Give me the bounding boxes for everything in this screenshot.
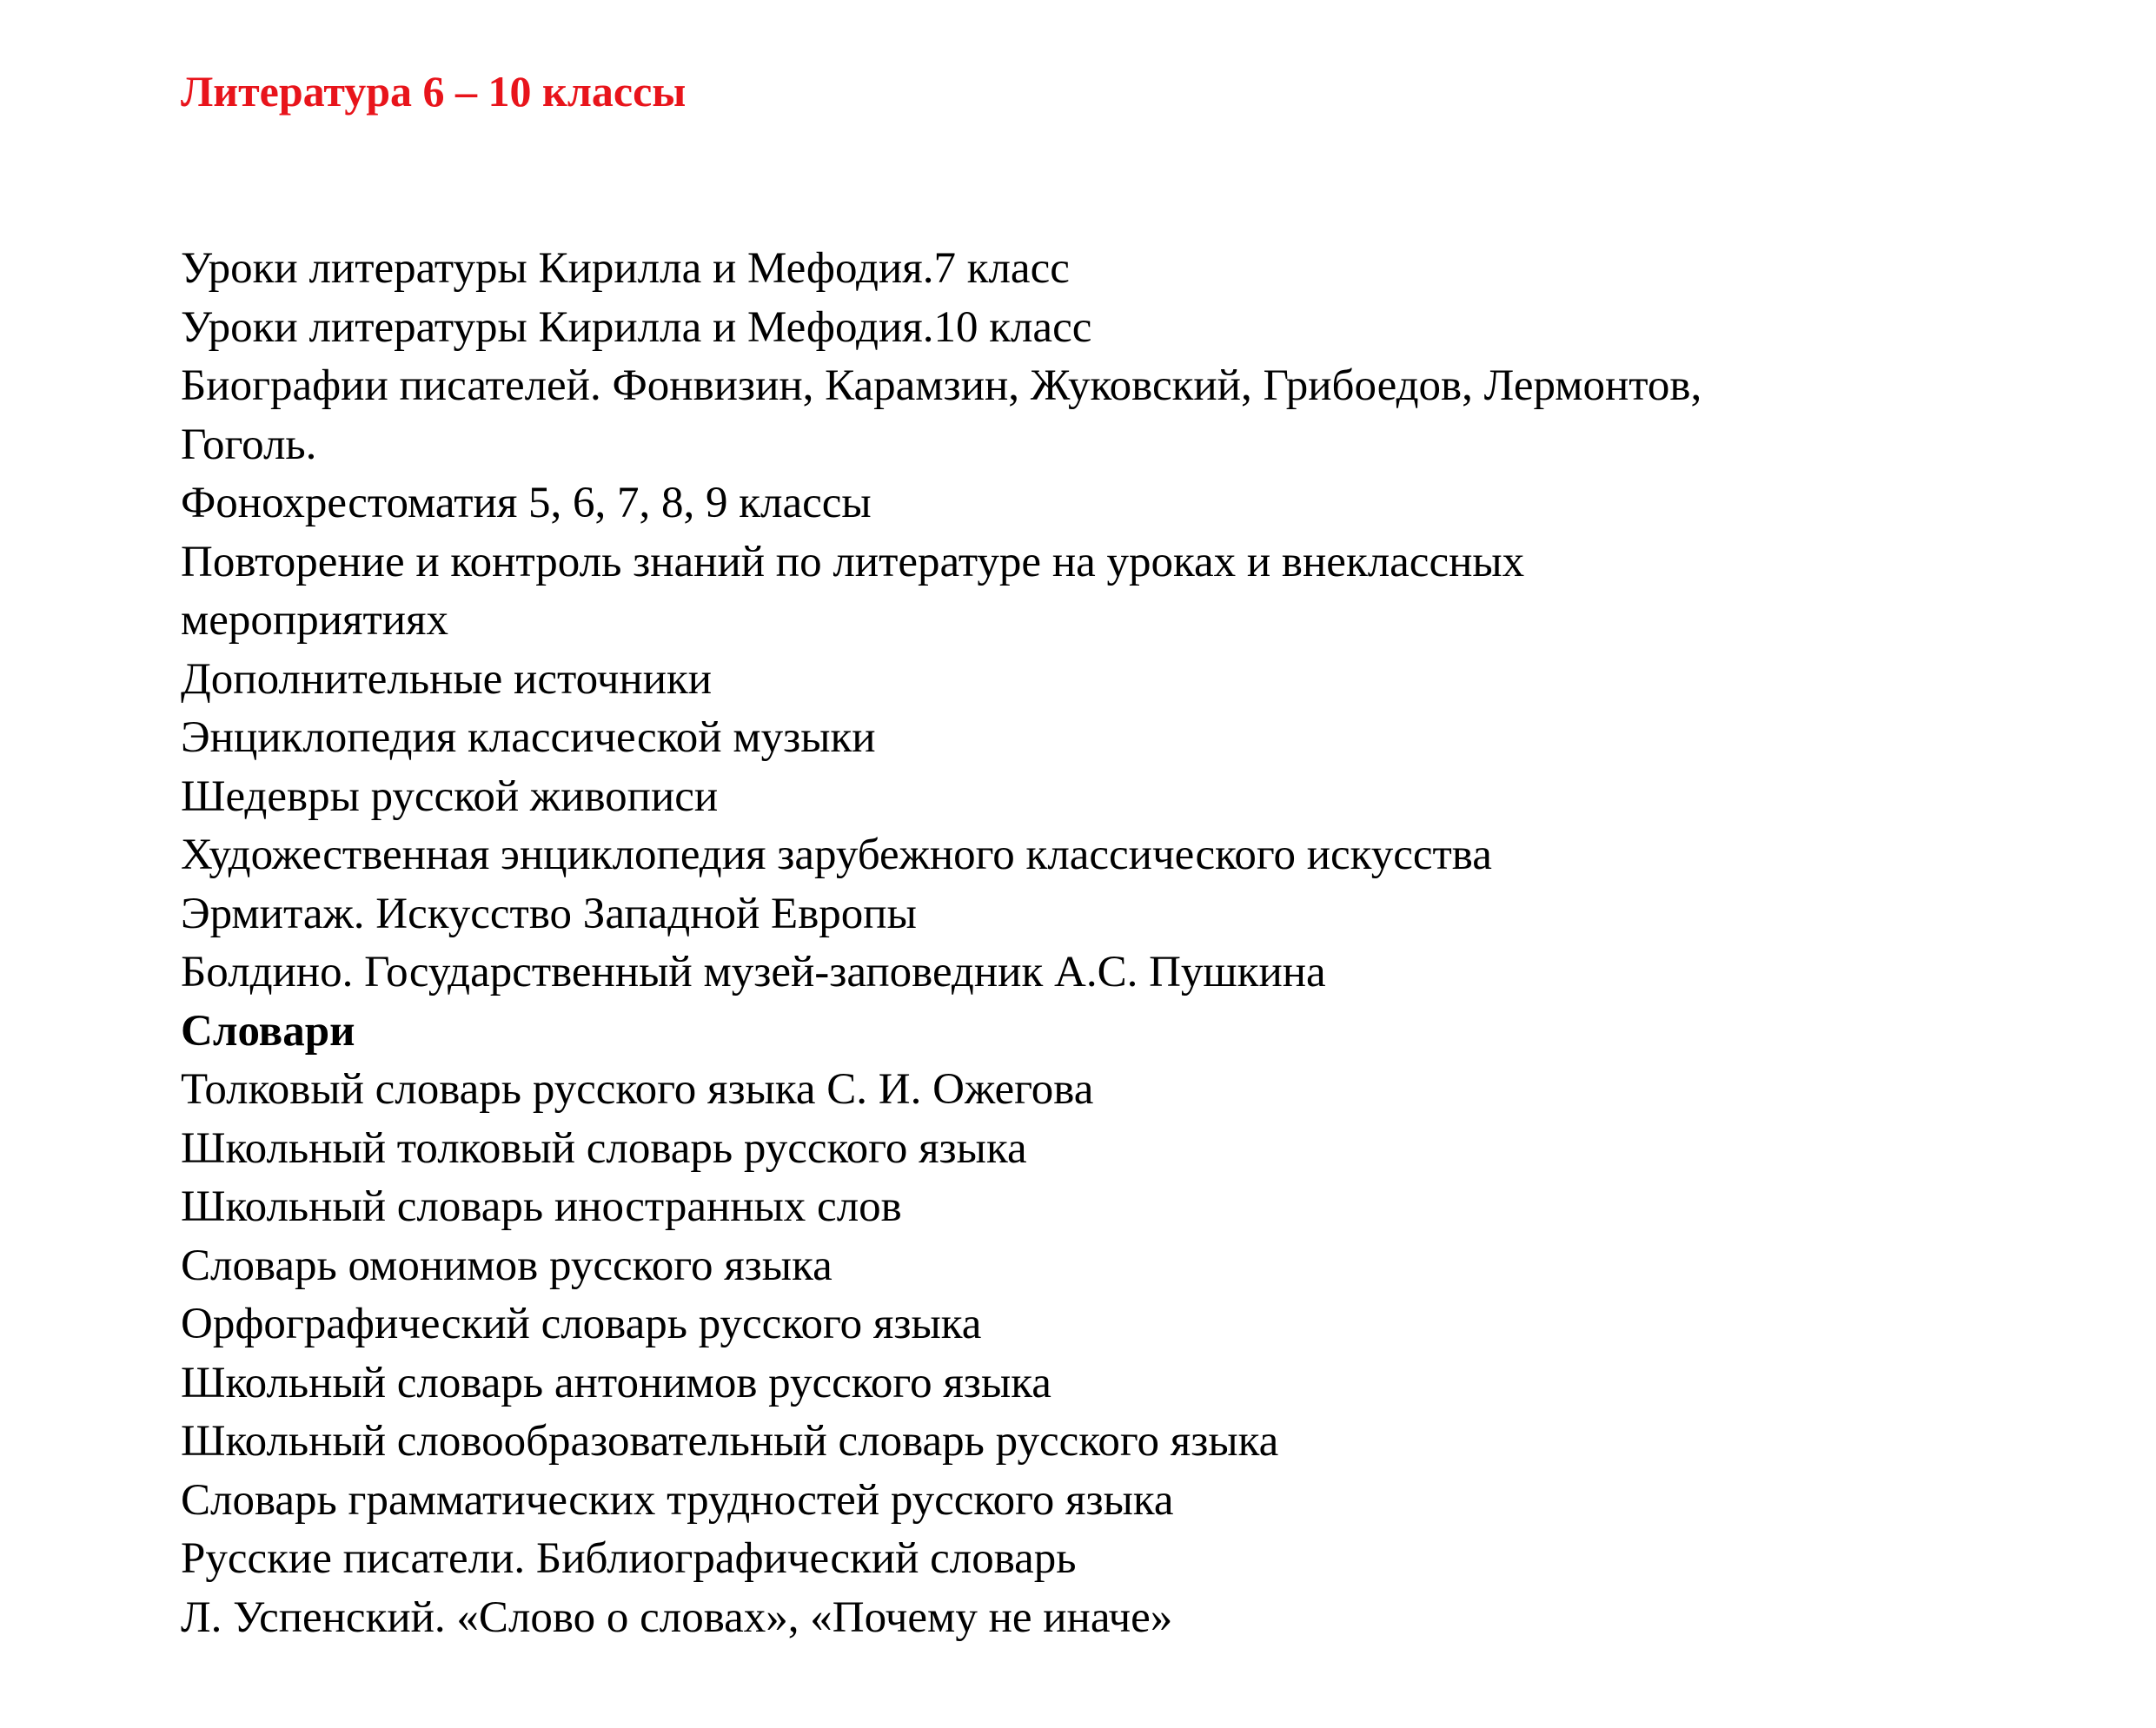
list-item: Эрмитаж. Искусство Западной Европы [181,889,917,938]
list-item: Школьный словарь иностранных слов [181,1182,902,1231]
section-heading: Словари [181,1006,355,1056]
list-item: Словарь грамматических трудностей русского языка [181,1475,1174,1525]
document-title: Литература 6 – 10 классы [181,67,687,116]
list-item: Уроки литературы Кирилла и Мефодия.10 класс [181,302,1092,352]
list-item: Уроки литературы Кирилла и Мефодия.7 класс [181,244,1070,293]
list-item: Гоголь. [181,420,317,469]
list-item: Русские писатели. Библиографический словарь [181,1534,1077,1583]
list-item: Словарь омонимов русского языка [181,1241,833,1290]
list-item: Художественная энциклопедия зарубежного классического искусства [181,831,1492,879]
list-item: Орфографический словарь русского языка [181,1300,982,1348]
list-item: Л. Успенский. «Слово о словах», «Почему не иначе» [181,1592,1173,1642]
list-item: Болдино. Государственный музей-заповедник А.С. Пушкина [181,948,1326,996]
list-item: Фонохрестоматия 5, 6, 7, 8, 9 классы [181,479,872,527]
list-item: Шедевры русской живописи [181,771,719,821]
list-item: Повторение и контроль знаний по литературе на уроках и внеклассных [181,537,1525,586]
list-item: Школьный словообразовательный словарь русского языка [181,1417,1279,1466]
list-item: Биографии писателей. Фонвизин, Карамзин, Жуковский, Грибоедов, Лермонтов, [181,361,1702,410]
resource-list [181,240,2093,1647]
list-item: Энциклопедия классической музыки [181,713,876,762]
list-item: мероприятиях [181,596,448,645]
list-item: Дополнительные источники [181,654,713,704]
list-item: Школьный словарь антонимов русского языка [181,1358,1051,1407]
list-item: Толковый словарь русского языка С. И. Ожегова [181,1065,1094,1114]
list-item: Школьный толковый словарь русского языка [181,1123,1027,1173]
